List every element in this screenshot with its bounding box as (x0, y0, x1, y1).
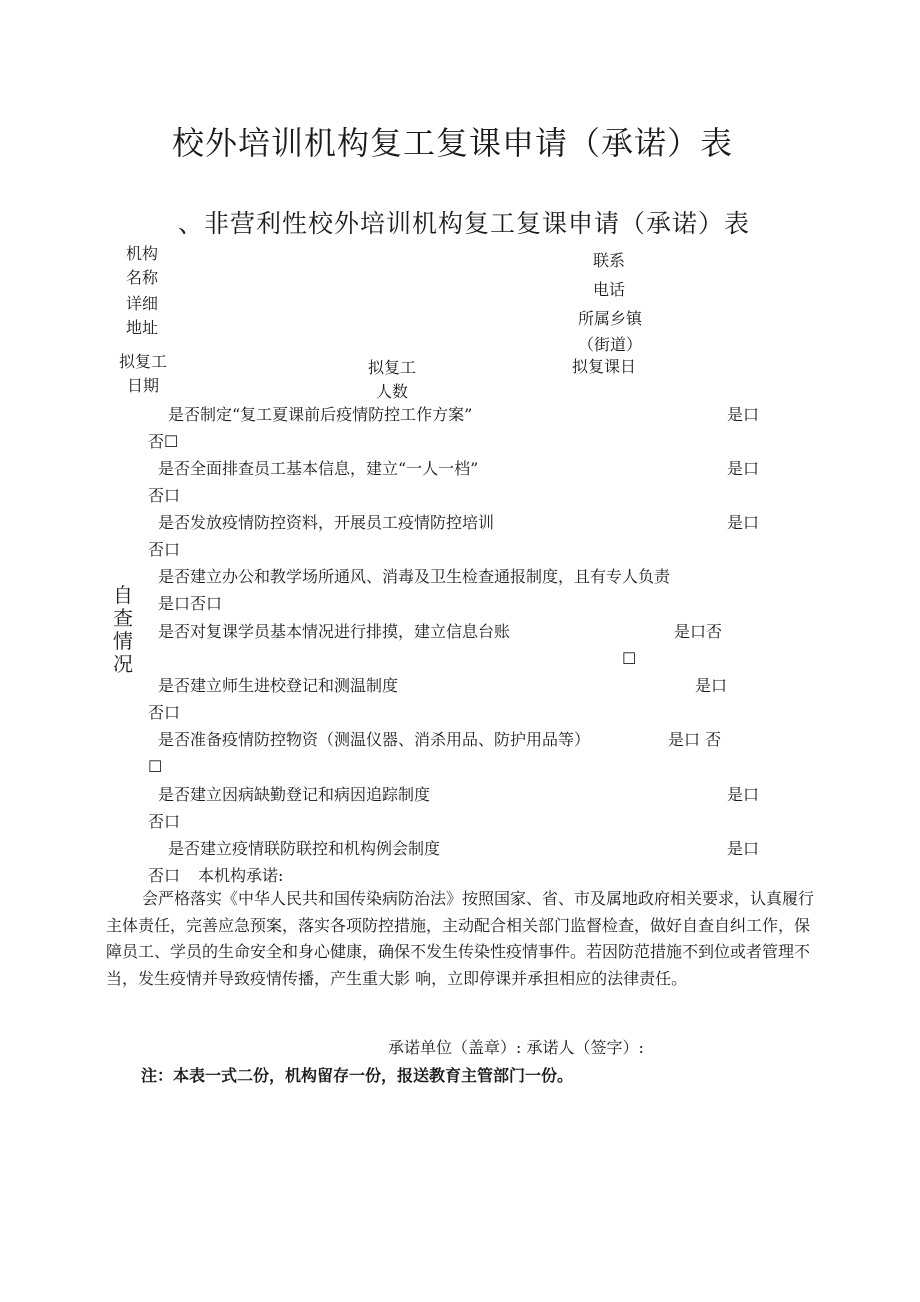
page-subtitle: 、非营利性校外培训机构复工复课申请（承诺）表 (178, 209, 751, 238)
township-label: 所属乡镇 （街道） (577, 309, 642, 354)
check-yes-box[interactable]: 是口 (727, 405, 760, 424)
check-yes-box[interactable]: 是口 (727, 839, 760, 858)
check-no-box[interactable]: 否口 (148, 486, 181, 505)
check-yes-box[interactable]: 是口 (727, 513, 760, 532)
resume-work-date-label: 拟复工 日期 (118, 352, 167, 395)
check-item-text: 是否建立办公和教学场所通风、消毒及卫生检查通报制度，且有专人负责 (158, 567, 671, 586)
check-item-text: 是否全面排查员工基本信息，建立“一人一档” (158, 459, 479, 478)
check-yes-box[interactable]: 是口 (727, 459, 760, 478)
page-title: 校外培训机构复工复课申请（承诺）表 (172, 124, 734, 162)
check-yes-no-box[interactable]: 是口否口 (158, 594, 223, 613)
check-item-text: 是否对复课学员基本情况进行排摸，建立信息台账 (158, 622, 511, 641)
check-no-box[interactable]: 否☐ (148, 432, 179, 451)
org-name-label: 机构 名称 (125, 244, 158, 287)
commitment-label: 本机构承诺: (198, 866, 284, 885)
check-item-text: 是否发放疫情防控资料，开展员工疫情防控培训 (158, 513, 495, 532)
check-item-text: 是否建立因病缺勤登记和病因追踪制度 (158, 785, 431, 804)
check-no-box[interactable]: ☐ (148, 757, 163, 776)
check-item-text: 是否准备疫情防控物资（测温仪器、消杀用品、防护用品等） (158, 730, 591, 749)
check-yes-box[interactable]: 是口 否 (668, 730, 722, 749)
check-no-box[interactable]: 否口 (148, 812, 181, 831)
note: 注：本表一式二份，机构留存一份，报送教育主管部门一份。 (141, 1066, 574, 1085)
check-no-box[interactable]: 否口 (148, 540, 181, 559)
self-check-label: 自 查 情 况 (113, 583, 133, 676)
resume-work-count-label: 拟复工 人数 (367, 358, 416, 401)
check-no-box[interactable]: 否口 (148, 866, 181, 885)
address-label: 详细 地址 (125, 294, 158, 337)
resume-class-date-label: 拟复课日 (572, 357, 637, 376)
check-yes-box[interactable]: 是口 (695, 676, 728, 695)
check-item-text: 是否建立师生进校登记和测温制度 (158, 676, 399, 695)
check-no-box[interactable]: ☐ (622, 649, 637, 668)
check-no-box[interactable]: 否口 (148, 703, 181, 722)
check-yes-box[interactable]: 是口 (727, 785, 760, 804)
commitment-text: 会严格落实《中华人民共和国传染病防治法》按照国家、省、市及属地政府相关要求，认真履行主体责任，完善应急预案，落实各项防控措施，主动配合相关部门监督检查，做好自查自纠工作，保障员工、学员的生命安全和身心健康，确保不发生传染性疫情事件。若因防范措施不到位或者管理不当，发生疫情并导致疫情传播，产生重大影 响，立即停课并承担相应的法律责任。 (106, 889, 815, 988)
check-yes-box[interactable]: 是口否 (674, 622, 723, 641)
phone-label: 联系 电话 (592, 251, 625, 299)
check-item-text: 是否建立疫情联防联控和机构例会制度 (168, 839, 441, 858)
check-item-text: 是否制定“复工夏课前后疫情防控工作方案” (168, 405, 473, 424)
signature-line: 承诺单位（盖章）: 承诺人（签字）: (388, 1038, 644, 1057)
